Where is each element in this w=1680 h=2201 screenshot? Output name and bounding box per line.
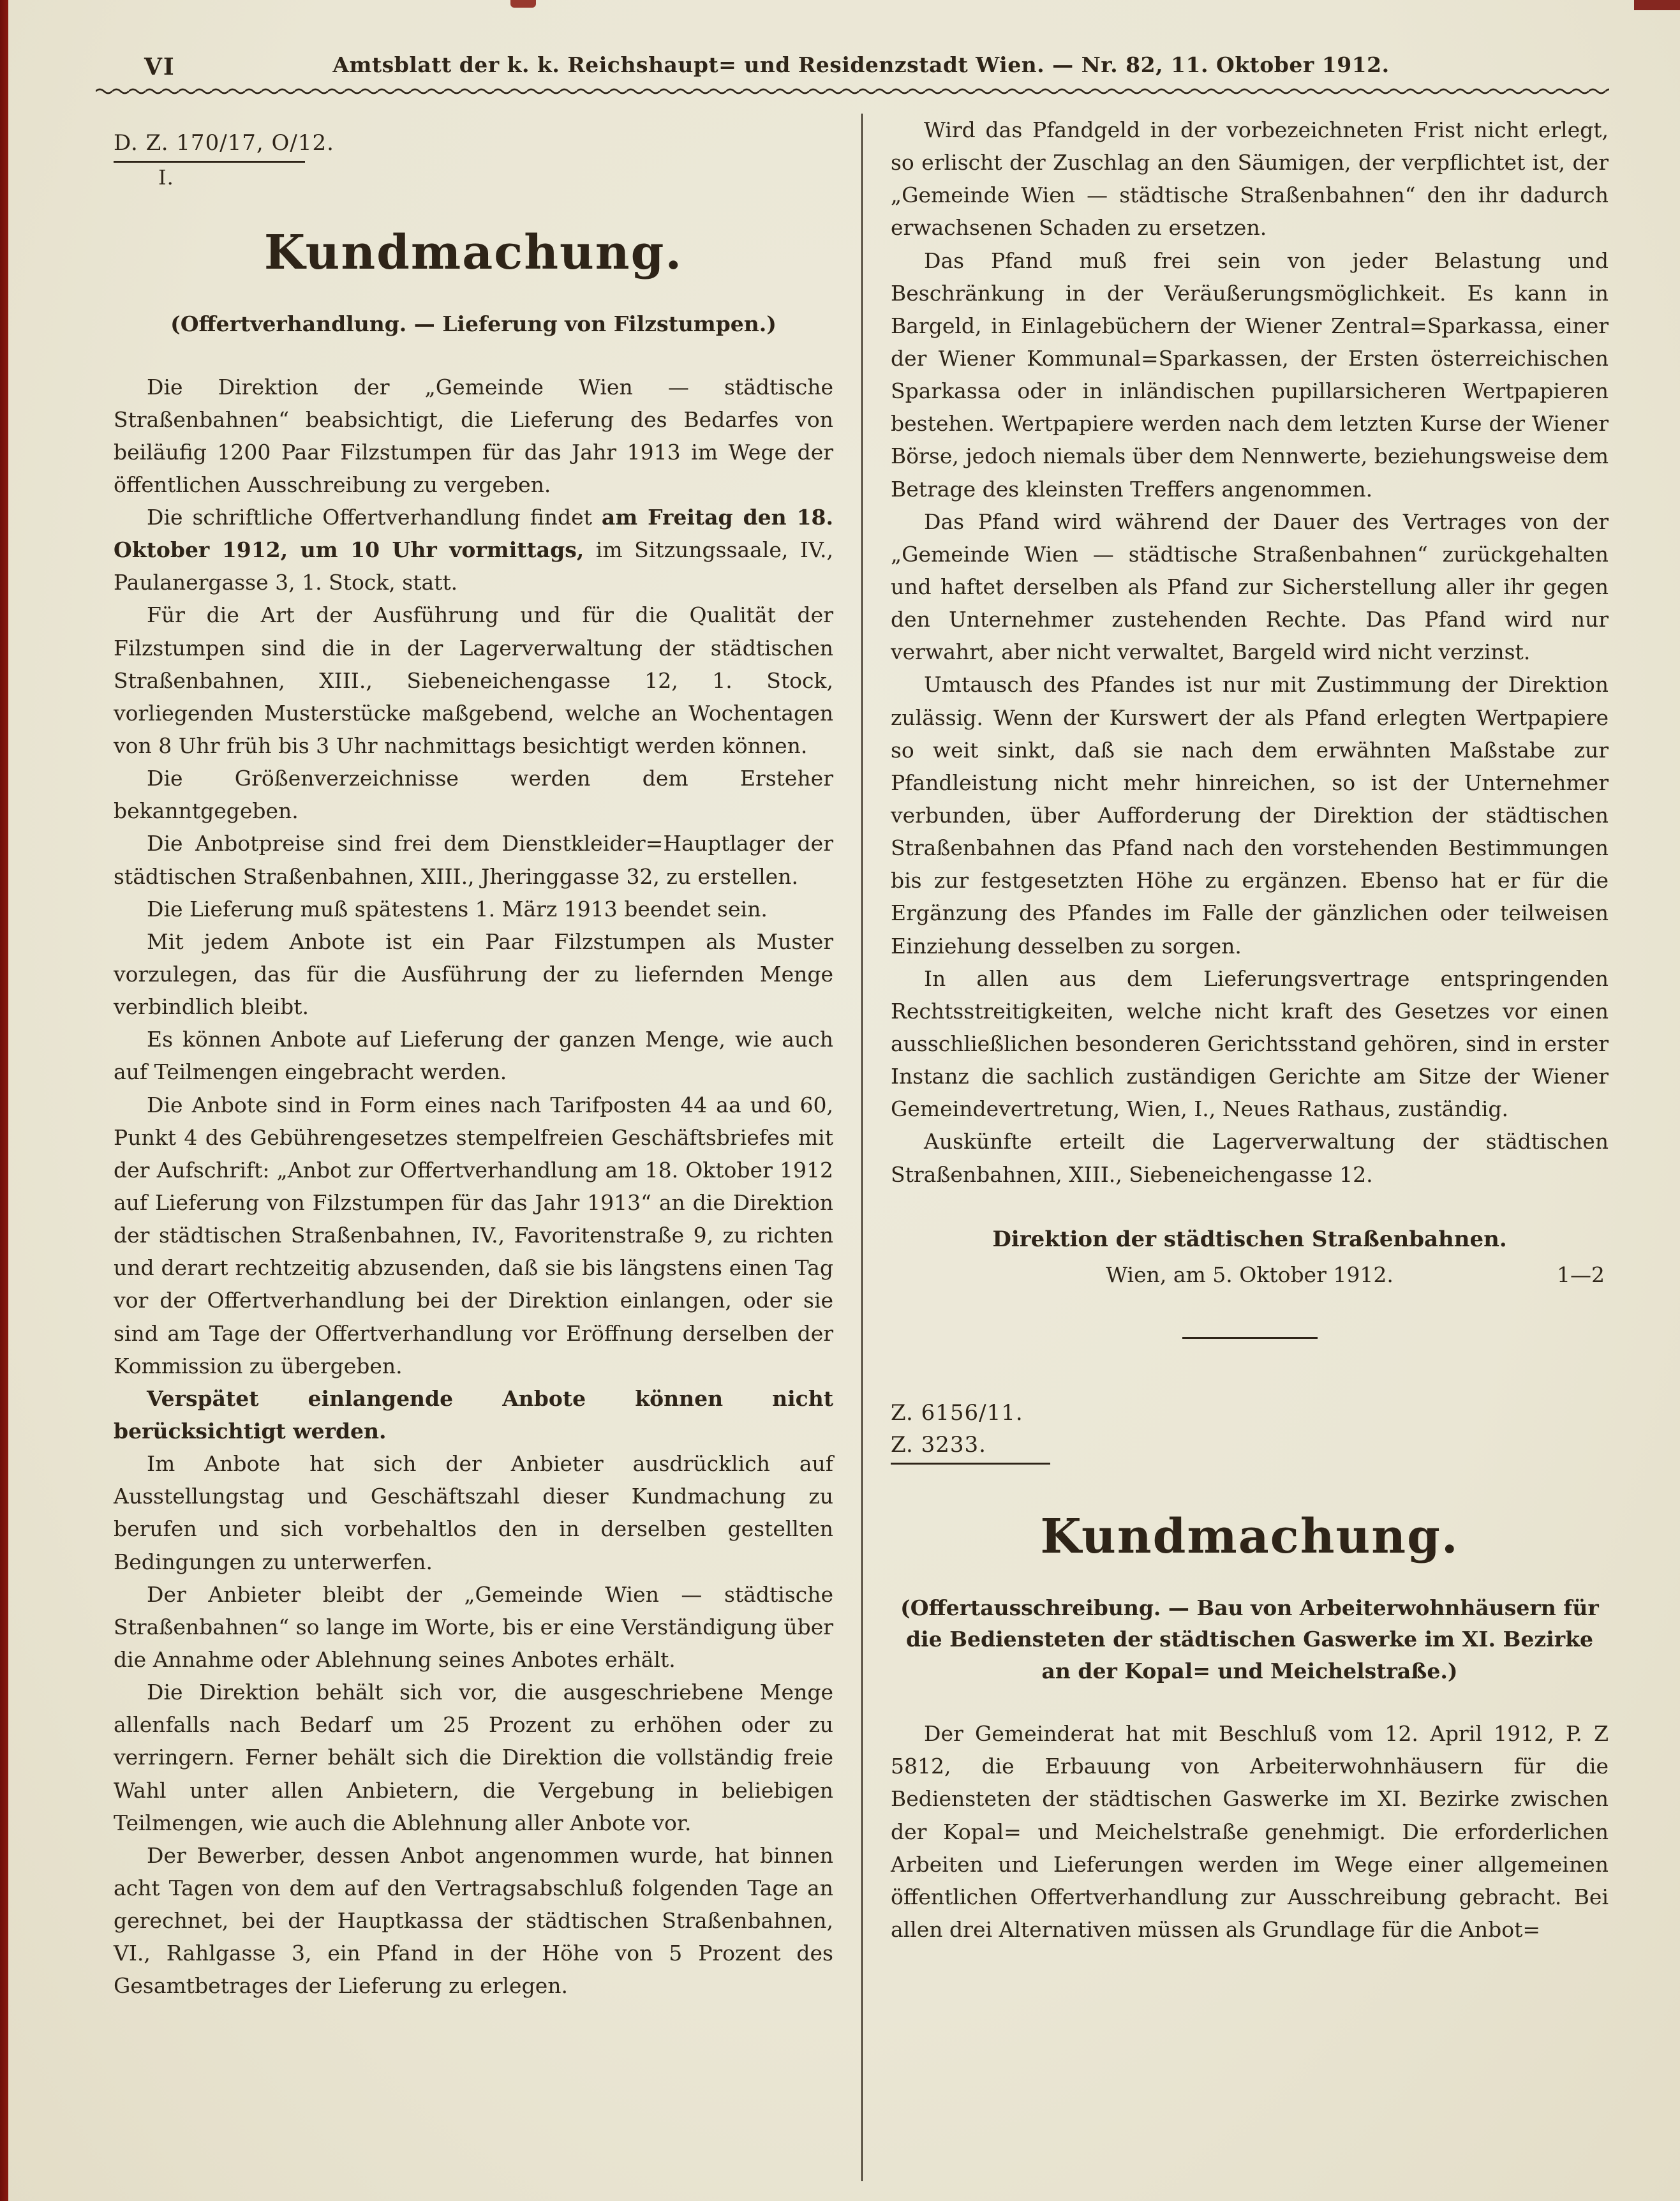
paragraph-bindung-im-worte: Der Anbieter bleibt der „Gemeinde Wien — städtische Straßenbahnen“ so lange im Worte, bis er eine Verständigung über die Annahme oder Ablehnung seines Anbotes erhält. <box>114 1581 833 1672</box>
paragraph-pfand-beschaffenheit: Das Pfand muß frei sein von jeder Belastung und Beschränkung in der Veräußerungsmöglichkeit. Es kann in Bargeld, in Einlagebüchern der Wiener Zentral=Sparkassa, einer der Wiener Kommunal=Sparkassen, der Ersten österreichischen Sparkassa oder in inländischen pupillarsicheren Wertpapieren bestehen. Wertpapiere werden nach dem letzten Kurse der Wiener Börse, jedoch niemals über dem Nennwerte, beziehungsweise dem Betrage des kleinsten Treffers angenommen. <box>891 248 1609 502</box>
text-run-bold-termin: am Freitag den 18. Oktober 1912, um 10 Uhr vormittags, <box>114 505 833 563</box>
paragraph-lieferung-intro: Die Direktion der „Gemeinde Wien — städtische Straßenbahnen“ beabsichtigt, die Lieferung des Bedarfes von beiläufig 1200 Paar Filzstumpen für das Jahr 1913 im Wege der öffentlichen Ausschreibung zu vergeben. <box>114 374 833 497</box>
scan-artifact-corner <box>1634 0 1680 10</box>
paragraph-vorbehalt-direktion: Die Direktion behält sich vor, die ausgeschriebene Menge allenfalls nach Bedarf um 25 Prozent zu erhöhen oder zu verringern. Ferner behält sich die Direktion die vollständig freie Wahl unter allen Anbietern, die Vergebung in beliebigen Teilmengen, wie auch die Ablehnung aller Anbote vor. <box>114 1680 833 1835</box>
paragraph-gemeinderat-beschluss: Der Gemeinderat hat mit Beschluß vom 12. April 1912, P. Z 5812, die Erbauung von Arbeiterwohnhäusern für die Bediensteten der städtischen Gaswerke im XI. Bezirke zwischen der Kopal= und Meichelstraße genehmigt. Die erforderlichen Arbeiten und Lieferungen werden im Wege einer allgemeinen öffentlichen Offertverhandlung zur Ausschreibung gebracht. Bei allen drei Alternativen müssen als Grundlage für die Anbot= <box>891 1721 1609 1942</box>
paragraph-pfand-erlag: Der Bewerber, dessen Anbot angenommen wurde, hat binnen acht Tagen von dem auf den Vertragsabschluß folgenden Tage an gerechnet, bei der Hauptkassa der städtischen Straßenbahnen, VI., Rahlgasse 3, ein Pfand in der Höhe von 5 Prozent des Gesamtbetrages der Lieferung zu erlegen. <box>114 1842 833 1999</box>
paragraph-groessenverzeichnisse: Die Größenverzeichnisse werden dem Ersteher bekanntgegeben. <box>114 766 833 824</box>
signature-block <box>891 1227 1609 1287</box>
paragraph-muster-besichtigung: Für die Art der Ausführung und für die Qualität der Filzstumpen sind die in der Lagerverwaltung der städtischen Straßenbahnen, XIII., Siebeneichengasse 12, 1. Stock, vorliegenden Musterstücke maßgebend, welche an Wochentagen von 8 Uhr früh bis 3 Uhr nachmittags besichtigt werden können. <box>114 602 833 759</box>
paragraph-teilmengen: Es können Anbote auf Lieferung der ganzen Menge, wie auch auf Teilmengen eingebracht werden. <box>114 1027 833 1085</box>
section-separator <box>1182 1337 1318 1339</box>
paragraph-lieferfrist: Die Lieferung muß spätestens 1. März 1913 beendet sein. <box>147 896 768 921</box>
docket-number: D. Z. 170/17, O/12. <box>114 130 334 156</box>
paragraph-offert-termin <box>114 501 833 599</box>
paragraph-bezugnahme: Im Anbote hat sich der Anbieter ausdrücklich auf Ausstellungstag und Geschäftszahl dieser Kundmachung zu berufen und sich vorbehaltlos den in derselben gestellten Bedingungen zu unterwerfen. <box>114 1451 833 1574</box>
signature-place-date: Wien, am 5. Oktober 1912. <box>1106 1262 1394 1287</box>
docket-number-2b: Z. 3233. <box>891 1431 986 1458</box>
paragraph-pfandgeld-frist: Wird das Pfandgeld in der vorbezeichneten Frist nicht erlegt, so erlischt der Zuschlag an den Säumigen, der verpflichtet ist, der „Gemeinde Wien — städtische Straßenbahnen“ den ihr dadurch erwachsenen Schaden zu ersetzen. <box>891 117 1609 241</box>
paragraph-muster-anbot: Mit jedem Anbote ist ein Paar Filzstumpen als Muster vorzulegen, das für die Ausführung der zu liefernden Menge verbindlich bleibt. <box>114 929 833 1020</box>
paragraph-anbotpreise: Die Anbotpreise sind frei dem Dienstkleider=Hauptlager der städtischen Straßenbahnen, XIII., Jheringgasse 32, zu erstellen. <box>114 831 833 889</box>
signature-name: Direktion der städtischen Straßenbahnen. <box>992 1226 1507 1252</box>
paragraph-auskuenfte: Auskünfte erteilt die Lagerverwaltung der städtischen Straßenbahnen, XIII., Siebeneichengasse 12. <box>891 1129 1609 1187</box>
left-column <box>114 114 833 2181</box>
right-column <box>891 114 1609 2181</box>
paragraph-pfand-rueckhalt: Das Pfand wird während der Dauer des Vertrages von der „Gemeinde Wien — städtische Straßenbahnen“ zurückgehalten und haftet derselben als Pfand zur Sicherstellung aller ihr gegen den Unternehmer zustehenden Rechte. Das Pfand wird nur verwahrt, aber nicht verwaltet, Bargeld wird nicht verzinst. <box>891 509 1609 665</box>
column-divider <box>861 114 863 2181</box>
scan-artifact-top <box>510 0 536 8</box>
text-run: im Sitzungssaale, IV., Paulanergasse 3, 1. Stock, statt. <box>114 537 833 595</box>
notice2-title: Kundmachung. <box>1040 1509 1459 1564</box>
paragraph-pfand-umtausch: Umtausch des Pfandes ist nur mit Zustimmung der Direktion zulässig. Wenn der Kurswert der als Pfand erlegten Wertpapiere so weit sinkt, daß sie nach dem erwähnten Maßstabe zur Pfandleistung nicht mehr hinreichen, so ist der Unternehmer verbunden, über Aufforderung der Direktion der städtischen Straßenbahnen das Pfand nach den vorstehenden Bestimmungen bis zur festgesetzten Höhe zu ergänzen. Ebenso hat er für die Ergänzung des Pfandes im Falle der gänzlichen oder teilweisen Einziehung desselben zu sorgen. <box>891 672 1609 959</box>
binding-edge <box>0 0 8 2201</box>
docket-block-2 <box>891 1400 1609 1465</box>
docket-roman-numeral: I. <box>158 165 174 190</box>
wavy-rule-decoration <box>96 86 1609 94</box>
text-run: Die schriftliche Offertverhandlung findet <box>147 505 602 530</box>
issue-mark: 1—2 <box>1557 1262 1605 1287</box>
docket-number-2a: Z. 6156/11. <box>891 1399 1023 1426</box>
page-number: VI <box>144 54 175 80</box>
paragraph-anbotform: Die Anbote sind in Form eines nach Tarifposten 44 aa und 60, Punkt 4 des Gebührengesetzes stempelfreien Geschäftsbriefes mit der Aufschrift: „Anbot zur Offertverhandlung am 18. Oktober 1912 auf Lieferung von Filzstumpen für das Jahr 1913“ an die Direktion der städtischen Straßenbahnen, IV., Favoritenstraße 9, zu richten und derart rechtzeitig abzusenden, daß sie bis längstens einen Tag vor der Offertverhandlung bei der Direktion einlangen, oder sie sind am Tage der Offertverhandlung vor Eröffnung derselben der Kommission zu übergeben. <box>114 1092 833 1378</box>
docket-rule-2 <box>891 1463 1050 1465</box>
paragraph-gerichtsstand: In allen aus dem Lieferungsvertrage entspringenden Rechtsstreitigkeiten, welche nicht kraft des Gesetzes vor einen ausschließlichen besonderen Gerichtsstand gehören, sind in erster Instanz die sachlich zuständigen Gerichte am Sitze der Wiener Gemeindevertretung, Wien, I., Neues Rathaus, zuständig. <box>891 966 1609 1122</box>
docket-block-1 <box>114 130 833 190</box>
wavy-rule-fill <box>96 86 1609 94</box>
masthead <box>114 52 1609 80</box>
notice2-subtitle: (Offertausschreibung. — Bau von Arbeiterwohnhäusern für die Bediensteten der städtischen Gaswerke im XI. Bezirke an der Kopal= und Meichelstraße.) <box>900 1595 1599 1683</box>
signature-dateline <box>891 1262 1609 1287</box>
docket-rule <box>114 161 305 163</box>
masthead-title: Amtsblatt der k. k. Reichshaupt= und Residenzstadt Wien. — Nr. 82, 11. Oktober 1912. <box>332 52 1390 77</box>
notice1-subtitle: (Offertverhandlung. — Lieferung von Filzstumpen.) <box>170 311 777 336</box>
notice1-title: Kundmachung. <box>264 225 683 280</box>
content-columns <box>114 114 1609 2181</box>
paragraph-verspaetete-anbote: Verspätet einlangende Anbote können nicht berücksichtigt werden. <box>114 1385 833 1444</box>
